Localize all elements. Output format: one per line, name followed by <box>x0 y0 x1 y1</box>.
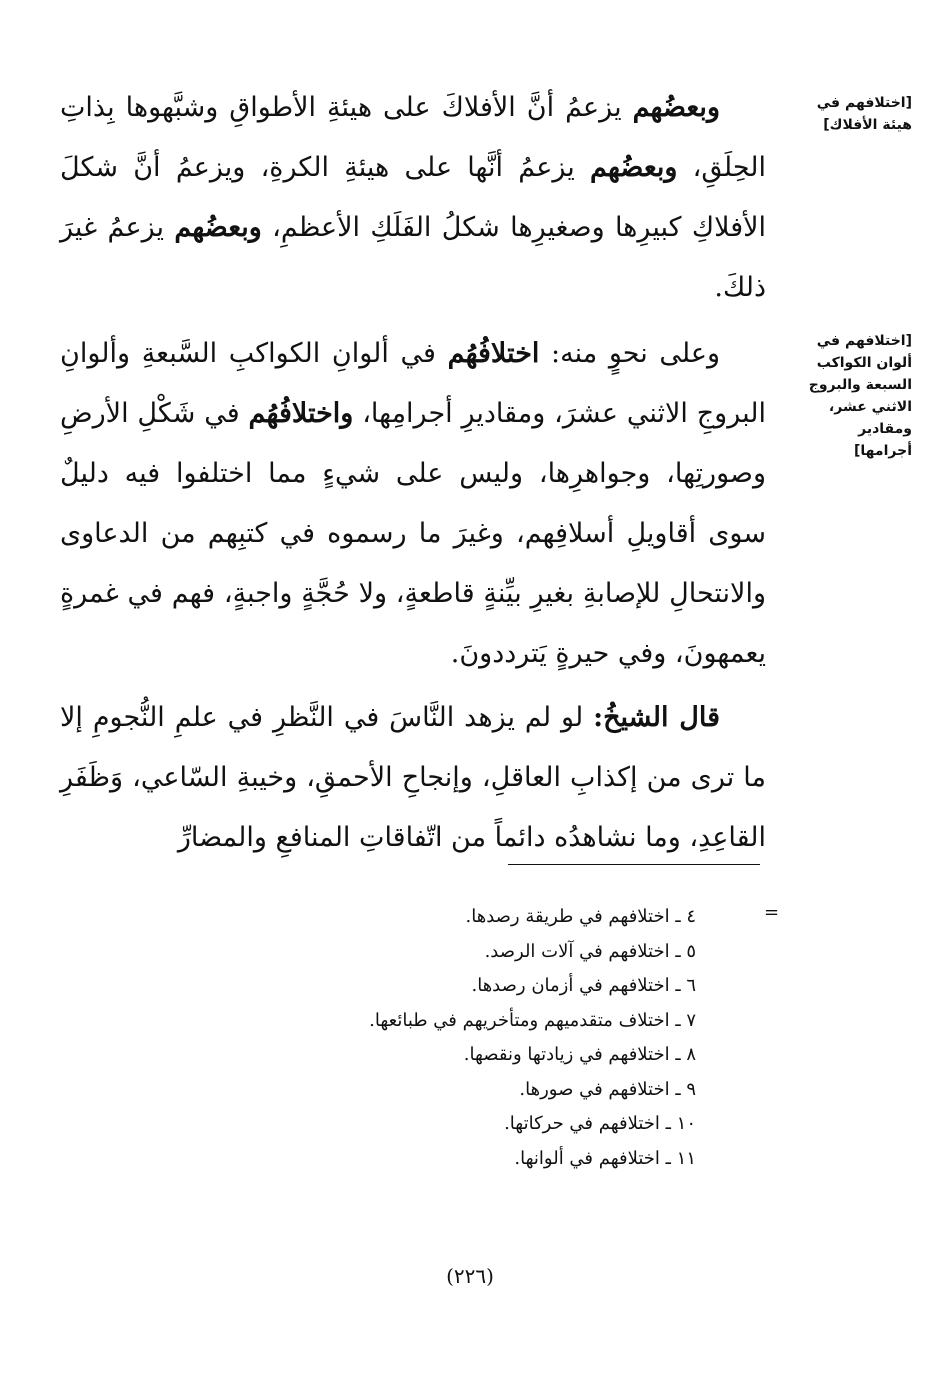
bold-term: وبعضُهم <box>632 92 720 123</box>
footnote-item: ٨ ـ اختلافهم في زيادتها ونقصها. <box>463 1044 696 1065</box>
footnote-item: ٩ ـ اختلافهم في صورها. <box>519 1078 696 1100</box>
text-segment: في ألوانِ الكواكبِ السَّبعةِ وألوانِ البروجِ الاثني عشرَ، ومقاديرِ أجرامِها، <box>60 338 766 429</box>
footnote-item: ٥ ـ اختلافهم في آلات الرصد. <box>484 940 696 962</box>
footnotes <box>300 900 696 1176</box>
margin-note-heavens-shape: [اختلافهم في هيئة الأفلاك] <box>816 95 912 133</box>
text-segment: يزعمُ أنَّ الأفلاكَ على هيئةِ الأطواقِ وشبَّهوها بِذاتِ الحِلَقِ، <box>60 92 766 183</box>
text-segment: لو لم يزهد النَّاسَ في النَّظرِ في علمِ النُّجومِ إلا ما ترى من إكذابِ العاقلِ، وإنجاحِ الأحمقِ، وخيبةِ السّاعي، وَظَفَرِ القاعِدِ، وما نشاهدُه دائماً من اتّفاقاتِ المنافعِ والمضارِّ <box>60 702 766 853</box>
footnote-item: ١١ ـ اختلافهم في ألوانها. <box>514 1147 696 1169</box>
footnote-continuation-mark: = <box>764 902 780 923</box>
bold-term: وبعضُهم <box>590 152 678 183</box>
bold-term: واختلافُهُم <box>248 398 354 429</box>
footnote-item: ٤ ـ اختلافهم في طريقة رصدها. <box>465 906 696 927</box>
bold-term: وبعضُهم <box>174 212 262 243</box>
speaker-label: قال الشيخُ: <box>593 702 720 733</box>
text-segment: يزعمُ أنَّها على هيئةِ الكرةِ، ويزعمُ أنَّ شكلَ الأفلاكِ كبيرِها وصغيرِها شكلُ الفَلَكِ الأعظمِ، <box>60 152 766 243</box>
paragraph-3 <box>60 688 766 868</box>
paragraph-2 <box>60 324 766 684</box>
bold-term: اختلافُهُم <box>447 338 540 369</box>
page-number: (٢٢٦) <box>446 1264 494 1288</box>
footnote-item: ٧ ـ اختلاف متقدميهم ومتأخريهم في طبائعها. <box>369 1009 696 1031</box>
text-segment: وعلى نحوٍ منه: <box>539 338 720 369</box>
text-segment: يزعمُ غيرَ ذلكَ. <box>60 212 766 303</box>
text-segment: في شَكْلِ الأرضِ وصورتِها، وجواهرِها، وليس على شيءٍ مما اختلفوا فيه دليلٌ سوى أقاويلِ أسلافِهم، وغيرَ ما رسموه في كتبِهم من الدعاوى والانتحالِ للإصابةِ بغيرِ بيِّنةٍ قاطعةٍ، ولا حُجَّةٍ واجبةٍ، فهم في غمرةٍ يعمهونَ، وفي حيرةٍ يَترددونَ. <box>60 398 766 669</box>
footnote-item: ١٠ ـ اختلافهم في حركاتها. <box>504 1113 696 1134</box>
paragraph-1 <box>60 78 766 318</box>
main-text <box>60 78 766 868</box>
footnote-divider <box>508 864 760 865</box>
footnote-item: ٦ ـ اختلافهم في أزمان رصدها. <box>471 975 696 996</box>
margin-note-star-colors: [اختلافهم في ألوان الكواكب السبعة والبروج الاثني عشر، ومقادير أجرامها] <box>808 333 912 459</box>
